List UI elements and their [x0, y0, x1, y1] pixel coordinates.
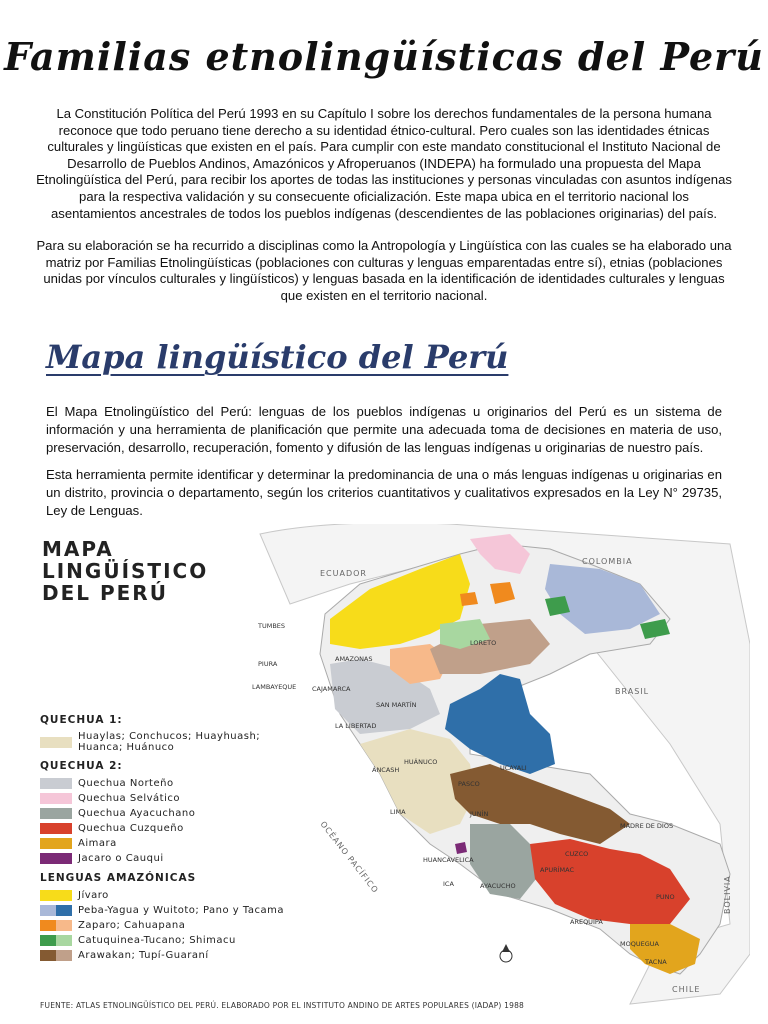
legend-item	[40, 888, 370, 903]
section-paragraph-1: El Mapa Etnolingüístico del Perú: lenguas de los pueblos indígenas u originarios del Perú es un sistema de información y una herramienta de planificación que permite una adecuada toma de decisiones en materia de uso, preservación, desarrollo, recuperación, fomento y difusión de las lenguas indígenas u originarias de nuestro país.	[46, 404, 722, 455]
intro-paragraph-2: Para su elaboración se ha recurrido a disciplinas como la Antropología y Lingüística con las cuales se ha elaborado una matriz por Familias Etnolingüísticas (poblaciones con culturas y lenguas emparentadas entre sí), etnias (poblaciones unidas por vínculos culturales y lingüísticos) y lenguas basada en la identificación de identidades culturales y lenguas que existen en el territorio nacional.	[36, 238, 732, 303]
legend-item	[40, 851, 370, 866]
legend-item	[40, 776, 370, 791]
legend-group-quechua1	[40, 714, 370, 754]
region-label-junin: JUNÍN	[470, 810, 489, 818]
region-label-arequipa: AREQUIPA	[570, 918, 603, 926]
region-zaparo-2	[460, 592, 478, 606]
region-label-huancavelica: HUANCAVELICA	[423, 856, 474, 864]
region-label-ayacucho: AYACUCHO	[480, 882, 516, 890]
legend-label: Catuquinea-Tucano; Shimacu	[78, 935, 236, 946]
legend-title-quechua1: QUECHUA 1:	[40, 714, 123, 726]
legend-label: Jacaro o Cauqui	[78, 853, 164, 864]
region-label-loreto: LORETO	[470, 639, 497, 647]
region-label-pasco: PASCO	[458, 780, 480, 788]
legend-title-amazonicas: LENGUAS AMAZÓNICAS	[40, 872, 197, 884]
region-jacaro	[455, 842, 467, 854]
region-label-cajamarca: CAJAMARCA	[312, 685, 351, 693]
country-label-ecuador: ECUADOR	[320, 569, 367, 578]
legend-swatch	[40, 950, 72, 961]
legend-swatch	[40, 920, 72, 931]
legend-swatch-left	[40, 935, 56, 946]
legend-swatch	[40, 737, 72, 748]
legend-swatch	[40, 823, 72, 834]
legend-label: Jívaro	[78, 890, 109, 901]
legend-label: Aimara	[78, 838, 117, 849]
legend-swatch-right	[56, 920, 72, 931]
legend-swatch	[40, 838, 72, 849]
section-paragraph-2: Esta herramienta permite identificar y determinar la predominancia de una o más lenguas indígenas u originarias en un distrito, provincia o departamento, según los criterios cuantitativos y cualitativos expresados en la Ley N° 29735, Ley de Lenguas.	[46, 467, 722, 518]
map-title-line-1: MAPA	[42, 537, 114, 561]
section-text	[46, 403, 722, 529]
map-title-line-3: DEL PERÚ	[42, 581, 168, 605]
region-label-tacna: TACNA	[645, 958, 667, 966]
region-label-san-martin: SAN MARTÍN	[376, 701, 417, 709]
legend-label: Arawakan; Tupí-Guaraní	[78, 950, 209, 961]
map-title-line-2: LINGÜÍSTICO	[42, 559, 209, 583]
legend-swatch	[40, 853, 72, 864]
country-label-brasil: BRASIL	[615, 687, 650, 696]
legend-swatch	[40, 935, 72, 946]
region-label-piura: PIURA	[258, 660, 278, 668]
legend-item	[40, 791, 370, 806]
document-title: Familias etnolingüísticas del Perú	[4, 34, 764, 79]
region-label-la-libertad: LA LIBERTAD	[335, 722, 377, 730]
legend-item	[40, 821, 370, 836]
map-legend	[40, 714, 370, 969]
legend-label: Quechua Norteño	[78, 778, 174, 789]
region-label-cuzco: CUZCO	[565, 850, 589, 858]
legend-label: Quechua Selvático	[78, 793, 180, 804]
intro-text	[36, 106, 732, 321]
legend-group-amazonicas	[40, 872, 370, 963]
legend-swatch	[40, 905, 72, 916]
map-source-note: FUENTE: ATLAS ETNOLINGÜÍSTICO DEL PERÚ. ELABORADO POR EL INSTITUTO ANDINO DE ARTES POPULARES (IADAP) 1988	[40, 1001, 525, 1010]
legend-item	[40, 918, 370, 933]
legend-swatch-left	[40, 950, 56, 961]
legend-swatch-left	[40, 920, 56, 931]
region-label-lima: LIMA	[390, 808, 406, 816]
legend-label: Quechua Cuzqueño	[78, 823, 184, 834]
legend-label: Zaparo; Cahuapana	[78, 920, 186, 931]
country-label-bolivia: BOLIVIA	[723, 875, 732, 914]
legend-swatch-right	[56, 950, 72, 961]
map-title	[42, 538, 272, 604]
legend-item	[40, 730, 370, 754]
ocean-label: OCÉANO PACÍFICO	[318, 819, 381, 896]
north-arrow-pointer	[502, 944, 510, 952]
region-label-huanuco: HUÁNUCO	[404, 758, 438, 766]
legend-item	[40, 933, 370, 948]
region-label-lambayeque: LAMBAYEQUE	[252, 683, 297, 691]
country-label-chile: CHILE	[672, 985, 701, 994]
legend-title-quechua2: QUECHUA 2:	[40, 760, 123, 772]
legend-group-quechua2	[40, 760, 370, 866]
legend-item	[40, 948, 370, 963]
region-label-amazonas: AMAZONAS	[335, 655, 373, 663]
legend-swatch	[40, 793, 72, 804]
region-label-tumbes: TUMBES	[258, 622, 286, 630]
legend-label: Huaylas; Conchucos; Huayhuash; Huanca; Huánuco	[78, 731, 261, 753]
intro-paragraph-1: La Constitución Política del Perú 1993 en su Capítulo I sobre los derechos fundamentales de la persona humana reconoce que todo peruano tiene derecho a su identidad étnico-cultural. Pero cuales son las identidades étnicas culturales y lingüísticas que existen en el país. Para cumplir con este mandato constitucional el Instituto Nacional de Desarrollo de Pueblos Andinos, Amazónicos y Afroperuanos (INDEPA) ha formulado una propuesta del Mapa Etnolingüística del Perú, para recibir los aportes de todas las instituciones y personas vinculadas con asuntos indígenas para la respectiva validación y su consecuente oficialización. Este mapa ubica en el territorio nacional los asentamientos ancestrales de todos los pueblos indígenas (descendientes de las poblaciones originarias) del país.	[36, 106, 732, 221]
legend-swatch	[40, 778, 72, 789]
legend-swatch	[40, 890, 72, 901]
legend-swatch-right	[56, 935, 72, 946]
legend-item	[40, 903, 370, 918]
region-label-ica: ICA	[443, 880, 454, 888]
region-label-ucayali: UCAYALI	[500, 764, 527, 772]
region-label-moquegua: MOQUEGUA	[620, 940, 659, 948]
legend-swatch	[40, 808, 72, 819]
region-label-apurimac: APURÍMAC	[540, 866, 575, 874]
legend-swatch-right	[56, 905, 72, 916]
legend-item	[40, 806, 370, 821]
country-label-colombia: COLOMBIA	[582, 557, 633, 566]
region-label-puno: PUNO	[656, 893, 675, 901]
legend-label: Quechua Ayacuchano	[78, 808, 196, 819]
legend-item	[40, 836, 370, 851]
region-label-ancash: ÁNCASH	[372, 766, 400, 774]
linguistic-map	[30, 524, 750, 1014]
legend-label: Peba-Yagua y Wuitoto; Pano y Tacama	[78, 905, 284, 916]
region-label-madre-de-dios: MADRE DE DIOS	[620, 822, 674, 830]
section-title: Mapa lingüístico del Perú	[46, 338, 509, 376]
legend-swatch-left	[40, 905, 56, 916]
